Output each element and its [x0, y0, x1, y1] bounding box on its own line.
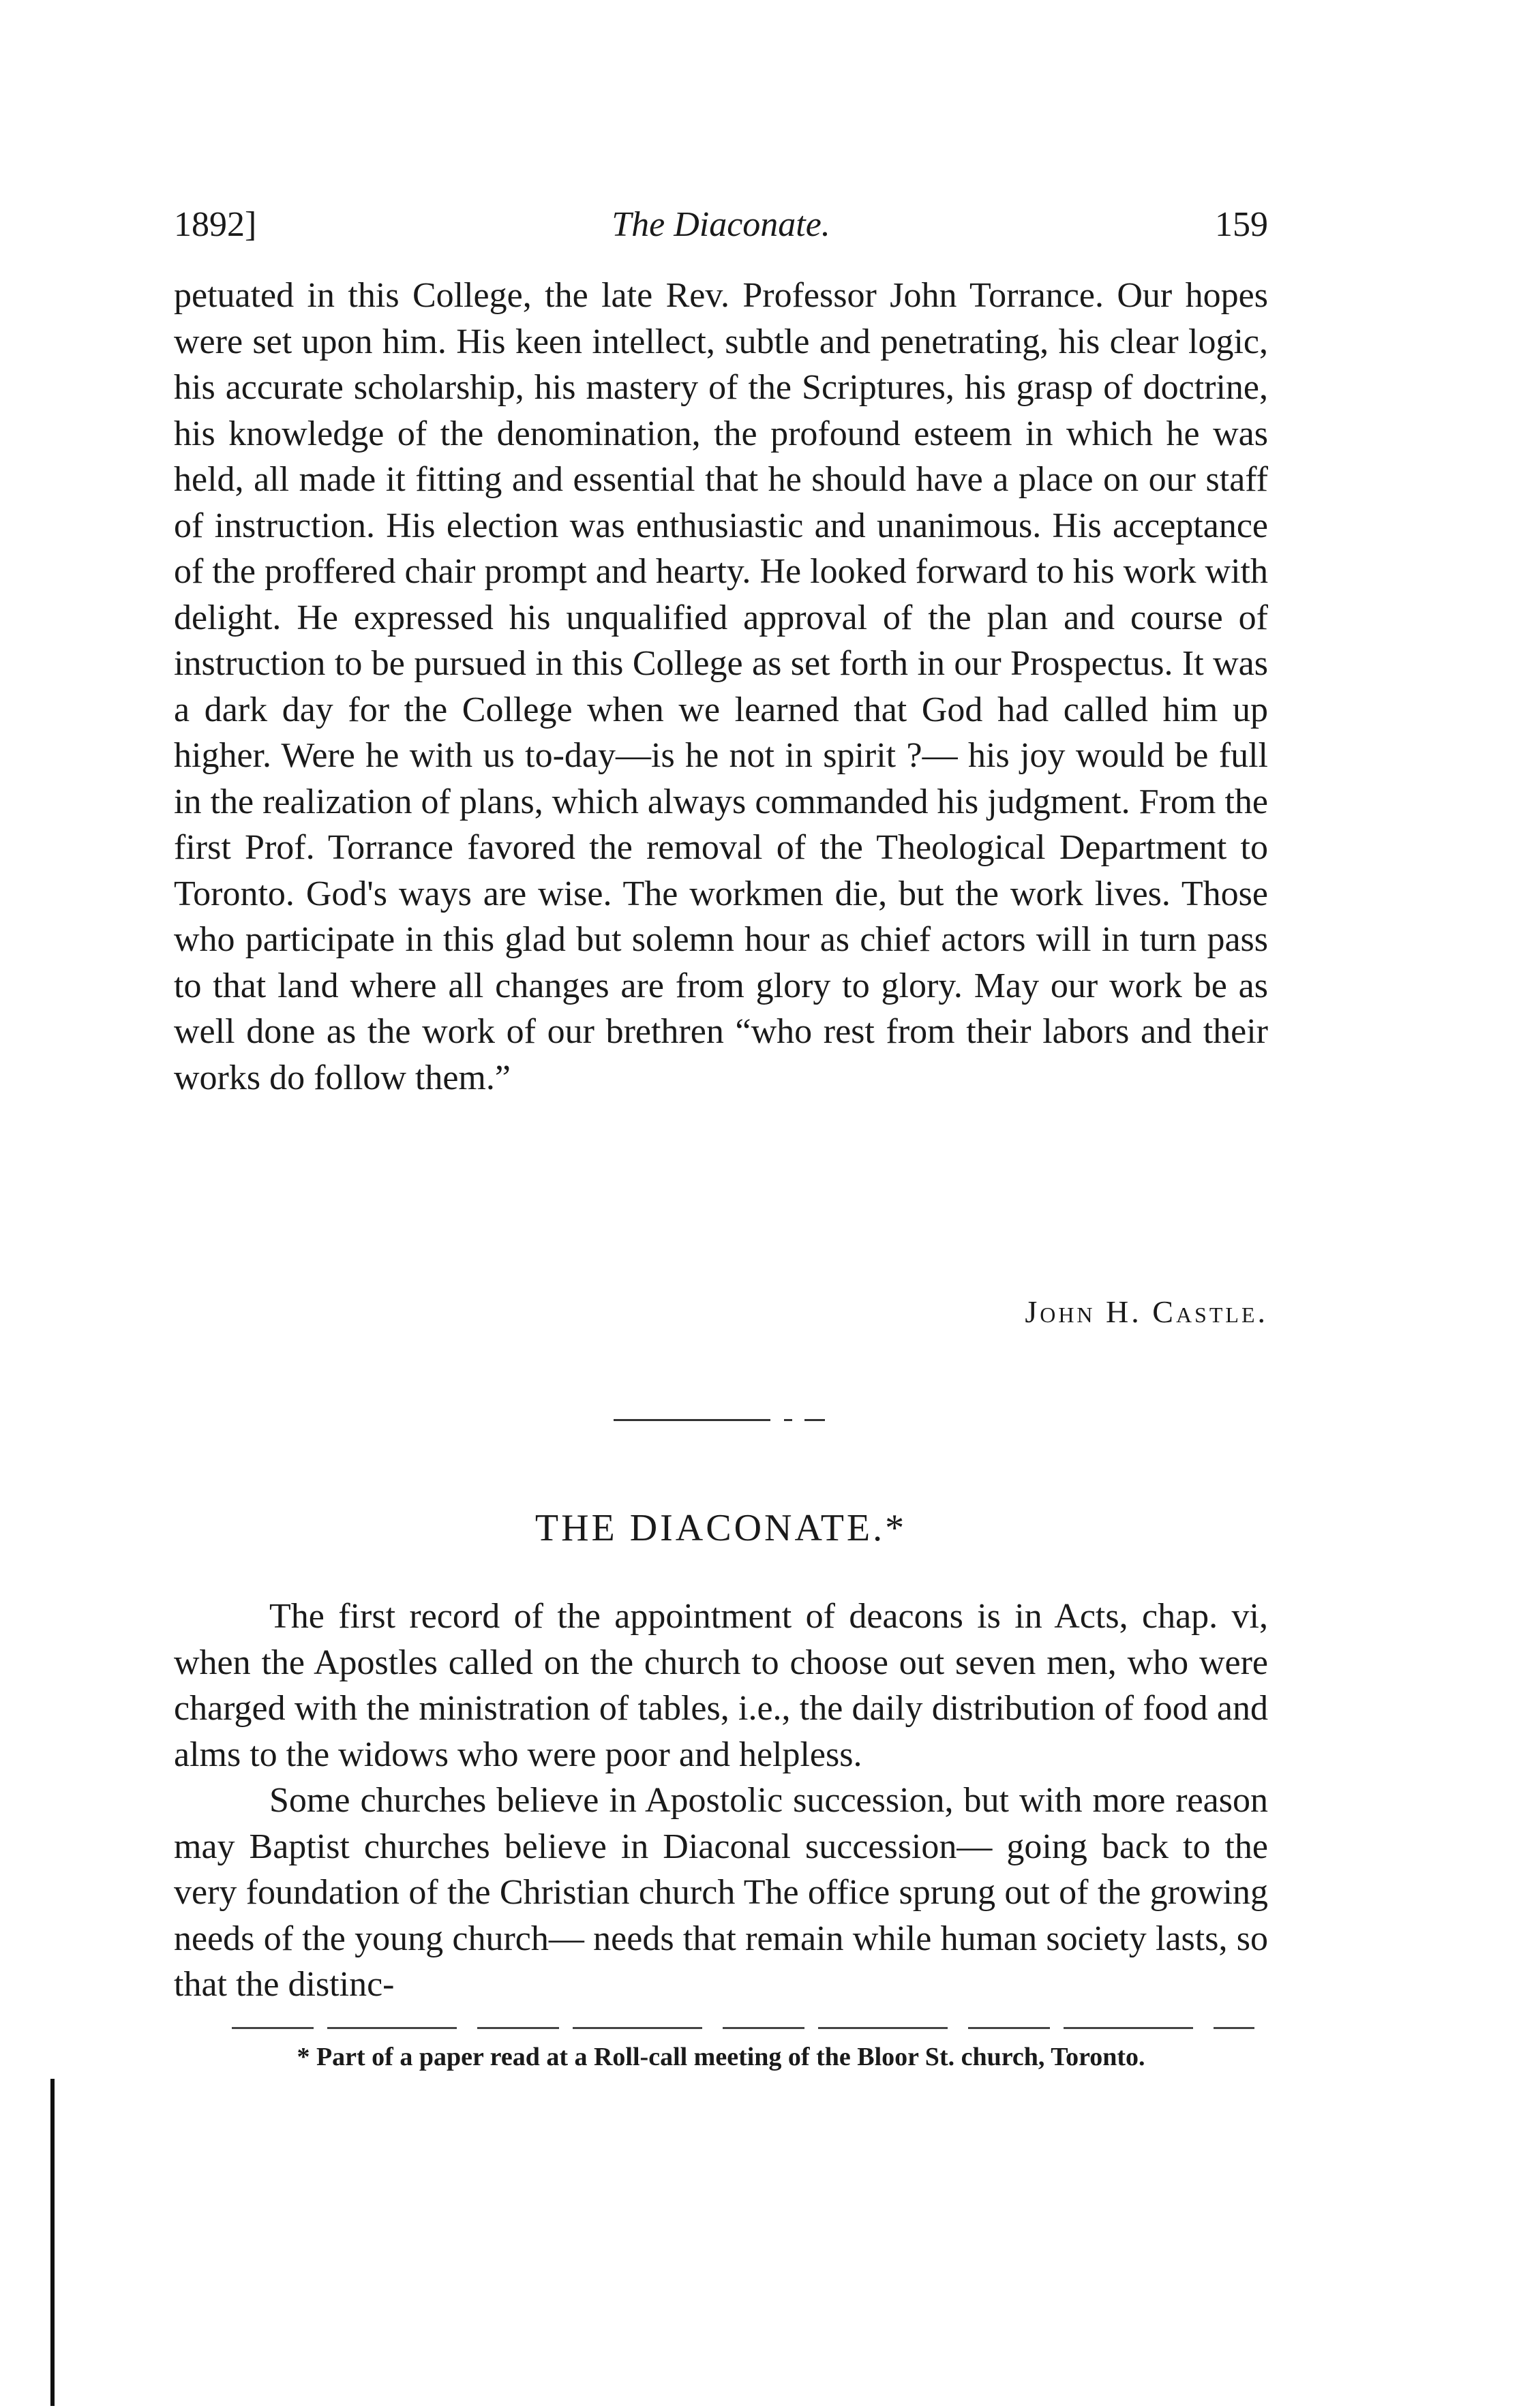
- author-signature: John H. Castle.: [1025, 1294, 1268, 1329]
- running-title: The Diaconate.: [612, 205, 830, 244]
- page-header: [174, 204, 1268, 259]
- article-paragraph-1: The first record of the appointment of deacons is in Acts, chap. vi, when the Apostles called on the church to choose out seven men, who were charged with the ministration of tables, i.e., the daily distribution of food and alms to the widows who were poor and helpless.: [174, 1597, 1268, 1774]
- article-title: THE DIACONATE.*: [534, 1507, 907, 1549]
- header-year: 1892]: [174, 205, 257, 244]
- footnote: * Part of a paper read at a Roll-call meeting of the Bloor St. church, Toronto.: [297, 2043, 1145, 2071]
- article-body: [174, 1594, 1268, 2008]
- article-paragraph-2: Some churches believe in Apostolic succession, but with more reason may Baptist churches believe in Diaconal succession— going back to the very foundation of the Christian church The office sprung out of the growing needs of the young church— needs that remain while human society lasts, so that the distinc-: [174, 1781, 1268, 2004]
- previous-article-text: [174, 273, 1268, 1101]
- previous-article-paragraph: petuated in this College, the late Rev. Professor John Torrance. Our hopes were set upon him. His keen intellect, subtle and penetrating, his clear logic, his accurate scholarship, his mastery of the Scriptures, his grasp of doctrine, his knowledge of the denomination, the profound esteem in which he was held, all made it fitting and essential that he should have a place on our staff of instruction. His election was enthusiastic and unanimous. His acceptance of the proffered chair prompt and hearty. He looked forward to his work with delight. He expressed his unqualified approval of the plan and course of instruction to be pursued in this College as set forth in our Prospectus. It was a dark day for the College when we learned that God had called him up higher. Were he with us to-day—is he not in spirit ?— his joy would be full in the realization of plans, which always commanded his judgment. From the first Prof. Torrance favored the removal of the Theological Department to Toronto. God's ways are wise. The workmen die, but the work lives. Those who participate in this glad but solemn hour as chief actors will in turn pass to that land where all changes are from glory to glory. May our work be as well done as the work of our brethren “who rest from their labors and their works do follow them.”: [174, 276, 1268, 1097]
- section-divider: [614, 1419, 825, 1421]
- footnote-rule: [232, 2027, 1254, 2029]
- scan-margin-mark: [50, 2079, 55, 2406]
- page-number: 159: [1215, 205, 1268, 244]
